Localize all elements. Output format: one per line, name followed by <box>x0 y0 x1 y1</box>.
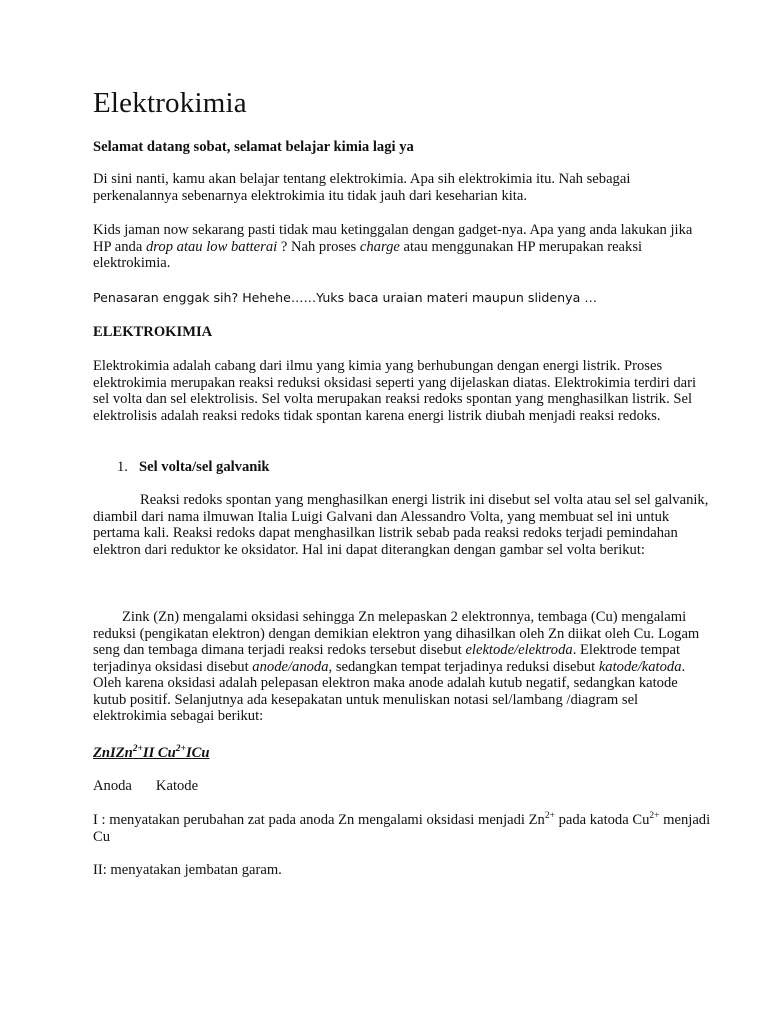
list-item-sel-volta <box>117 459 270 476</box>
greeting-line: Selamat datang sobat, selamat belajar kimia lagi ya <box>93 139 414 155</box>
statement-two: II: menyatakan jembatan garam. <box>93 862 282 878</box>
notation-sup-1: 2+ <box>132 744 143 755</box>
kids-paragraph <box>93 222 713 272</box>
kids-text-3: atau menggunakan HP merupakan reaksi elektrokimia. <box>93 238 643 271</box>
zink-text-3: , sedangkan tempat terjadinya reduksi disebut <box>328 658 599 675</box>
kids-text-2: ? Nah proses <box>277 238 360 255</box>
notation-part-a: ZnIZn <box>93 745 133 761</box>
kids-italic-battery: drop atau low batterai <box>145 238 278 255</box>
page-title: Elektrokimia <box>93 87 247 119</box>
notation-part-c: ICu <box>185 745 210 761</box>
cell-notation <box>93 745 713 762</box>
notation-sup-2: 2+ <box>175 744 186 755</box>
notation-part-b: II Cu <box>142 745 176 761</box>
zink-text-1: Zink (Zn) mengalami oksidasi sehingga Zn melepaskan 2 elektronnya, tembaga (Cu) mengalami reduksi (pengikatan elektron) dengan demikian elektron yang dihasilkan oleh Zn diikat oleh Cu. Logam seng dan tembaga dimana terjadi reaksi redoks tersebut disebut <box>93 609 700 658</box>
anoda-katode-line <box>93 778 713 795</box>
definition-paragraph: Elektrokimia adalah cabang dari ilmu yang kimia yang berhubungan dengan energi listrik. Proses elektrokimia merupakan reaksi reduksi oksidasi seperti yang dijelaskan diatas. Elektrokimia terdiri dari sel volta dan sel elektrolisis. Sel volta merupakan reaksi redoks spontan yang menghasilkan listrik. Sel elektrolisis adalah reaksi redoks tidak spontan karena energi listrik diubah menjadi reaksi redoks. <box>93 358 697 424</box>
statement-one-text-2: pada katoda Cu <box>554 812 650 828</box>
statement-one-sup-2: 2+ <box>649 811 660 822</box>
list-item-number: 1. <box>117 459 128 475</box>
list-item-label: Sel volta/sel galvanik <box>139 459 270 475</box>
statement-one-text-1: I : menyatakan perubahan zat pada anoda Zn mengalami oksidasi menjadi Zn <box>93 812 545 828</box>
zink-italic-katoda: katode/katoda <box>598 658 682 675</box>
intro-paragraph: Di sini nanti, kamu akan belajar tentang elektrokimia. Apa sih elektrokimia itu. Nah sebagai perkenalannya sebenarnya elektrokimia itu tidak jauh dari keseharian kita. <box>93 171 631 204</box>
zink-paragraph <box>93 609 713 725</box>
statement-one-sup-1: 2+ <box>544 811 555 822</box>
zink-italic-anoda: anode/anoda <box>252 658 329 675</box>
katode-label: Katode <box>155 778 199 794</box>
kids-text-1: Kids jaman now sekarang pasti tidak mau ketinggalan dengan gadget-nya. Apa yang anda lakukan jika HP anda <box>93 222 693 255</box>
section-heading: ELEKTROKIMIA <box>93 324 213 340</box>
zink-italic-elektroda: elektode/elektroda <box>465 642 573 658</box>
volta-paragraph: Reaksi redoks spontan yang menghasilkan energi listrik ini disebut sel volta atau sel sel galvanik, diambil dari nama ilmuwan Italia Luigi Galvani dan Alessandro Volta, yang membuat sel ini untuk pertama kali. Reaksi redoks dapat menghasilkan listrik sebab pada reaksi redoks terjadi pemindahan elektron dari reduktor ke oksidator. Hal ini dapat diterangkan dengan gambar sel volta berikut: <box>93 492 709 558</box>
statement-one <box>93 812 713 845</box>
anoda-label: Anoda <box>93 778 132 794</box>
zink-text-4: . Oleh karena oksidasi adalah pelepasan elektron maka anode adalah kutub negatif, sedangkan katode kutub positif. Selanjutnya ada kesepakatan untuk menuliskan notasi sel/lambang /diagram sel elektrokimia sebagai berikut: <box>93 658 686 724</box>
statement-one-text-3: menjadi Cu <box>93 812 711 845</box>
zink-text-2: . Elektrode tempat terjadinya oksidasi disebut <box>93 642 681 675</box>
kids-italic-charge: charge <box>359 238 400 255</box>
curious-line: Penasaran enggak sih? Hehehe……Yuks baca uraian materi maupun slidenya … <box>93 290 597 305</box>
